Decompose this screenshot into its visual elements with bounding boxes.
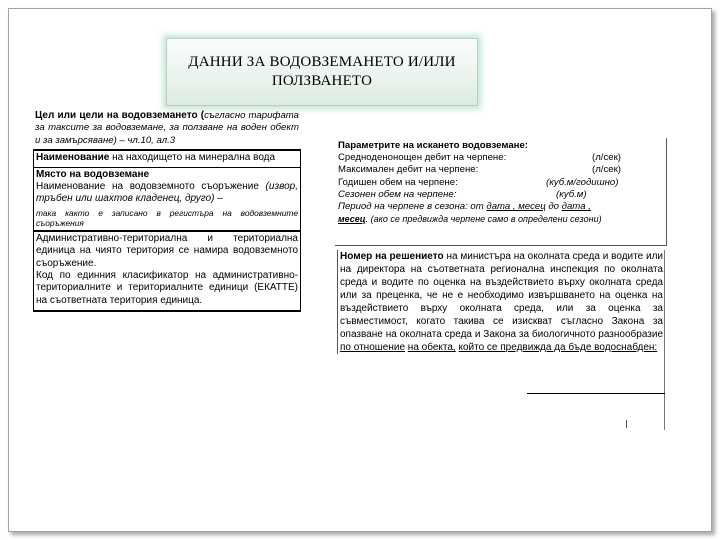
period-from: дата , месец [486, 201, 546, 213]
left-column [33, 110, 301, 312]
seasonal-row [338, 189, 662, 201]
daily-label: Средноденонощен дебит на черпене: [338, 152, 507, 164]
purpose-box [33, 110, 301, 149]
period-mid: до [545, 201, 562, 213]
daily-unit: (л/сек) [592, 152, 621, 164]
registry-note: така както е записано в регистъра на водовземните съоръжения [36, 207, 298, 228]
params-box [335, 138, 667, 246]
decision-box [337, 250, 665, 354]
decision-u2: на обекта, [407, 342, 456, 353]
code-text: Код по единния класификатор на административно-териториалните и териториалните единици (ЕКАТТЕ) на съответната територия единица. [36, 270, 298, 306]
decision-u3: който се предвижда да бъде водоснабден: [458, 342, 658, 353]
name-box [33, 149, 301, 166]
period-prefix: Период на черпене в сезона: от [338, 201, 487, 213]
max-row [338, 164, 662, 176]
slide-title [166, 38, 478, 106]
place-dash: – [214, 193, 223, 205]
annual-row [338, 177, 662, 189]
decision-u1: по отношение [340, 342, 406, 353]
purpose-note: съгласно тарифата за таксите за водовземане, за ползване на воден обект и за замърсяване) – чл.10, ал.3 [35, 110, 300, 146]
period-note: . (ако се предвижда черпене само в определени сезони) [365, 214, 602, 225]
decision-text: на министъра на околната среда и водите или на директора на съответната регионална инспекция по околната среда и водите по оценка на въздействието върху околната среда или за преценка, че не е необходимо извършването на оценка на въздействието върху околната среда, или за оценка за съвместимост, когато такива се изискват съгласно Закона за опазване на околната среда и Закона за биологичното разнообразие [340, 251, 664, 340]
decision-right-border [664, 250, 665, 430]
name-label: Наименование [36, 152, 110, 164]
place-text: Наименование на водовземното съоръжение [36, 181, 266, 193]
decision-label: Номер на решението [340, 251, 444, 262]
admin-box [33, 230, 301, 312]
annual-unit: (куб.м/годишно) [546, 176, 619, 188]
params-heading: Параметрите на искането водовземане: [338, 140, 528, 151]
decision-tick [626, 420, 627, 428]
decision-answer-line [527, 393, 665, 394]
title-line-2: ПОЛЗВАНЕТО [271, 73, 373, 89]
seasonal-unit: (куб.м) [556, 188, 587, 200]
name-text: на находището на минерална вода [109, 152, 276, 164]
period-to-day: дата , [561, 201, 591, 213]
title-line-1: ДАННИ ЗА ВОДОВЗЕМАНЕТО И/ИЛИ [188, 54, 456, 70]
daily-row [338, 152, 662, 164]
period-to-month: месец [338, 214, 366, 225]
purpose-label: Цел или цели на водовземането ( [35, 110, 205, 121]
max-unit: (л/сек) [592, 164, 621, 176]
period-row-2 [338, 213, 662, 225]
admin-text: Административно-териториална и териториална единица на чиято територия се намира водовземното съоръжение. [36, 232, 298, 269]
annual-label: Годишен обем на черпене: [338, 176, 458, 188]
place-label: Място на водовземане [36, 168, 150, 180]
period-row [338, 201, 662, 213]
place-note: (извор, тръбен или шахтов кладенец, друго) [36, 181, 298, 205]
place-box [33, 167, 301, 230]
seasonal-label: Сезонен обем на черпене: [338, 188, 457, 200]
max-label: Максимален дебит на черпене: [338, 164, 479, 176]
